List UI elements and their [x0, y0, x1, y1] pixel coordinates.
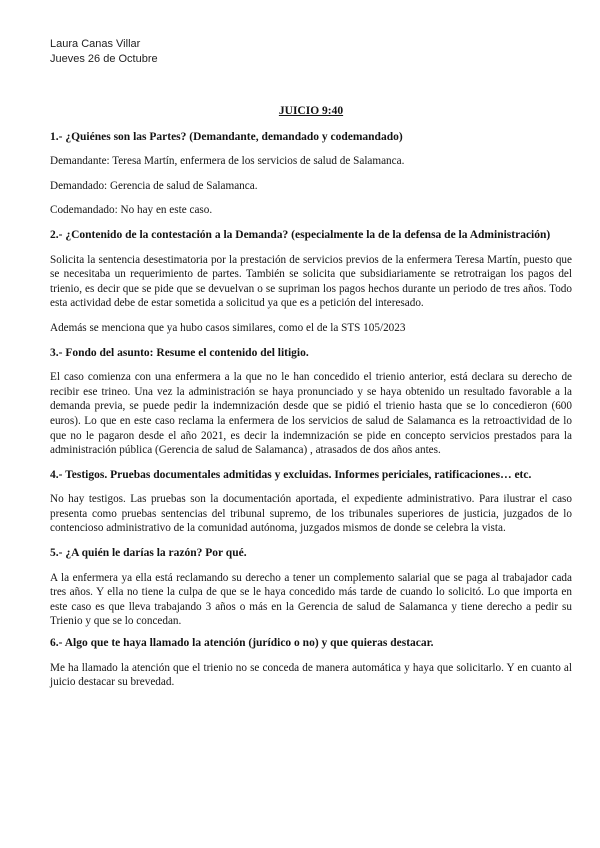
paragraph: Demandado: Gerencia de salud de Salamanca. [50, 179, 258, 192]
section-atencion [50, 636, 572, 690]
section-heading: 4.- Testigos. Pruebas documentales admitidas y excluidas. Informes periciales, ratificaciones… etc. [50, 468, 532, 481]
paragraph: Codemandado: No hay en este caso. [50, 204, 213, 217]
section-heading: 1.- ¿Quiénes son las Partes? (Demandante, demandado y codemandado) [50, 130, 403, 143]
paragraph: No hay testigos. Las pruebas son la documentación aportada, el expediente administrativo. Para ilustrar el caso presenta como pruebas sentencias del tribunal supremo, de los tribunales superiores de justicia, juzgados de lo contencioso administrativo de la comunidad autónoma, juzgados mismos de donde se celebra la vista. [50, 493, 572, 535]
section-testigos [50, 468, 572, 536]
paragraph: A la enfermera ya ella está reclamando su derecho a tener un complemento salarial que se paga al trabajador cada tres años. Y ella no tiene la culpa de que se le haya concedido más tarde de cuando lo solicitó. Lo que importa en este caso es que lleva trabajando 3 años o más en la Gerencia de salud de Salamanca y tiene derecho a pedir su Trienio y que se lo concedan. [50, 571, 572, 628]
author-name: Laura Canas Villar [50, 38, 141, 50]
document-header [50, 37, 158, 67]
section-contestacion [50, 228, 572, 336]
section-razon [50, 546, 572, 629]
document-body [50, 104, 572, 700]
section-heading: 5.- ¿A quién le darías la razón? Por qué. [50, 547, 247, 560]
paragraph: El caso comienza con una enfermera a la que no le han concedido el trienio anterior, está declara su derecho de recibir ese trineo. Una vez la administración se haya pronunciado y se haya obtenido un resultado favorable a la demanda previa, se puede pedir la indemnización desde que se pidió el trienio hasta que se lo concedieron (600 euros). Lo que en este caso reclama la enfermera de los servicios de salud de Salamanca es la retroactividad de lo que no le pagaron desde el año 2021, es decir la indemnización se pide en concepto servicios prestados para la administración pública (Gerencia de salud de Salamanca) , atrasados de dos años antes. [50, 371, 572, 457]
section-heading: 6.- Algo que te haya llamado la atención (jurídico o no) y que quieras destacar. [50, 637, 434, 650]
paragraph: Además se menciona que ya hubo casos similares, como el de la STS 105/2023 [50, 321, 406, 334]
section-heading: 2.- ¿Contenido de la contestación a la Demanda? (especialmente la de la defensa de la Administración) [50, 228, 551, 241]
section-parties [50, 130, 572, 218]
section-fondo [50, 346, 572, 458]
paragraph: Me ha llamado la atención que el trienio no se conceda de manera automática y haya que solicitarlo. Y en cuanto al juicio destacar su brevedad. [50, 661, 572, 689]
paragraph: Solicita la sentencia desestimatoria por la prestación de servicios previos de la enfermera Teresa Martín, puesto que se necesitaba un requerimiento de partes. También se solicita que subsidiariamente se retrotraigan los pagos del trienio, es decir que se pide que se devuelvan o se supriman los pagos hechos durante un periodo de tres años. Todo esta actividad debe de estar sometida a solicitud ya que es a petición del interesado. [50, 253, 572, 310]
document-title: JUICIO 9:40 [278, 105, 344, 117]
paragraph: Demandante: Teresa Martín, enfermera de los servicios de salud de Salamanca. [50, 155, 405, 168]
document-date: Jueves 26 de Octubre [50, 53, 158, 65]
section-heading: 3.- Fondo del asunto: Resume el contenido del litigio. [50, 346, 309, 359]
